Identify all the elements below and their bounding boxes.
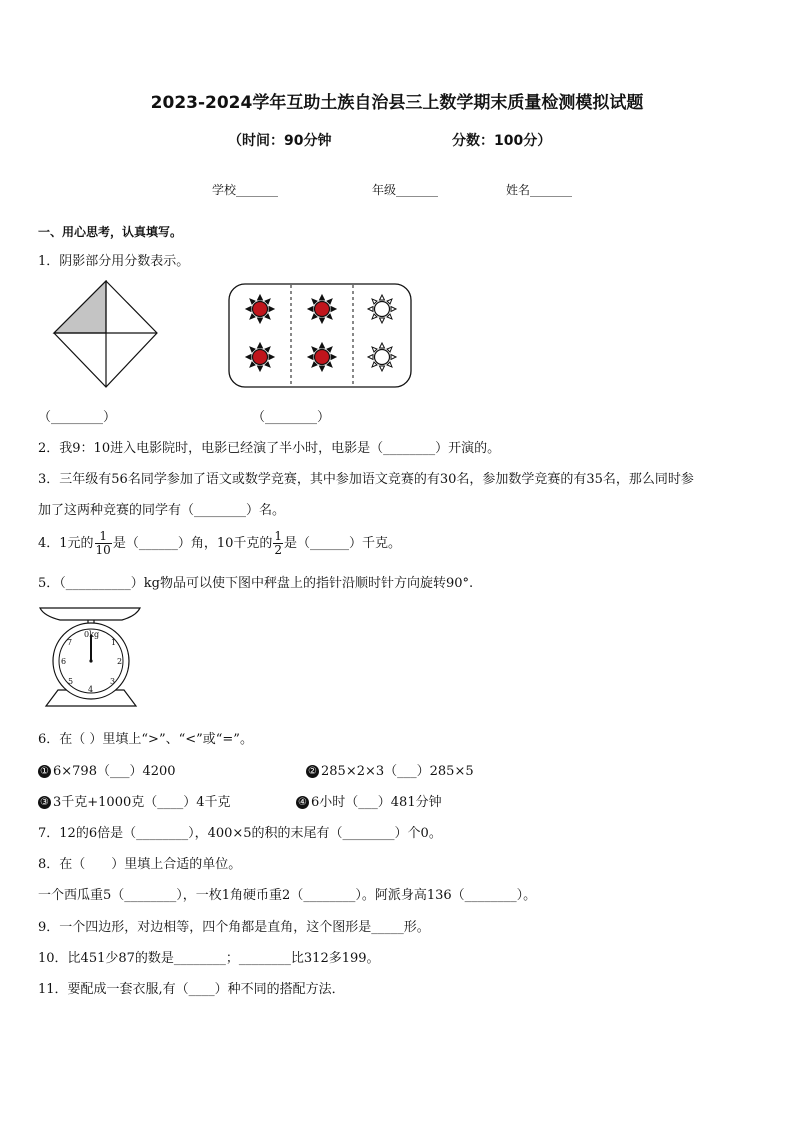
- scale-number: 7: [67, 638, 73, 647]
- school-field: 学校_______: [212, 183, 279, 197]
- question-6-text: 6．在（ ）里填上“>”、“<”或“=”。: [38, 732, 253, 747]
- circled-number-icon: ③: [38, 796, 51, 809]
- scale-label-0kg: 0kg: [84, 630, 100, 639]
- item-text: 3千克+1000克（____）4千克: [53, 795, 231, 810]
- grade-field: 年级_______: [372, 183, 439, 197]
- scale-number: 1: [111, 638, 117, 647]
- circled-number-icon: ②: [306, 765, 319, 778]
- item-text: 6×798（___）4200: [53, 764, 176, 779]
- fraction-denominator: 10: [95, 543, 111, 557]
- question-6-item-1: [38, 760, 176, 779]
- section-heading: 一、用心思考，认真填写。: [38, 225, 183, 239]
- question-10-text: 10．比451少87的数是________；________比312多199。: [38, 951, 380, 966]
- circled-number-icon: ④: [296, 796, 309, 809]
- question-2-text: 2．我9：10进入电影院时，电影已经演了半小时，电影是（________）开演的。: [38, 441, 501, 456]
- question-1-text: 1．阴影部分用分数表示。: [38, 254, 190, 269]
- question-6-item-3: [38, 791, 231, 810]
- question-5-text: 5．（__________）kg物品可以使下图中秤盘上的指针沿顺时针方向旋转90°.: [38, 576, 474, 591]
- question-11-text: 11．要配成一套衣服,有（____）种不同的搭配方法．: [38, 982, 345, 997]
- question-8-text: 8．在（ ）里填上合适的单位。: [38, 857, 242, 872]
- scale-number: 2: [117, 657, 123, 666]
- red-sun-icon: [308, 343, 336, 371]
- name-field: 姓名_______: [506, 183, 573, 197]
- question-4: [38, 528, 401, 560]
- question-1-blank-b: （________）: [252, 410, 331, 425]
- item-text: 6小时（___）481分钟: [311, 795, 442, 810]
- question-8-line2: 一个西瓜重5（________），一枚1角硬币重2（________）。阿派身高136（________）。: [38, 888, 537, 903]
- fraction-one-half: [273, 530, 283, 557]
- red-sun-icon: [246, 295, 274, 323]
- circled-number-icon: ①: [38, 765, 51, 778]
- question-6-item-4: [296, 791, 442, 810]
- fraction-one-tenth: [95, 530, 112, 557]
- exam-score: 分数：100分）: [452, 133, 552, 149]
- question-3-line2: 加了这两种竞赛的同学有（________）名。: [38, 503, 286, 518]
- white-sun-icon: [368, 343, 396, 371]
- diamond-figure: [50, 280, 162, 390]
- question-6-item-2: [306, 760, 474, 779]
- red-sun-icon: [308, 295, 336, 323]
- question-1-blank-a: （________）: [38, 410, 117, 425]
- question-4-part2: 是（______）角，10千克的: [112, 536, 273, 551]
- fraction-denominator: 2: [274, 543, 283, 557]
- shaded-region: [54, 281, 106, 333]
- item-text: 285×2×3（___）285×5: [321, 764, 474, 779]
- weighing-scale-figure: [36, 604, 146, 712]
- question-3-line1: 3．三年级有56名同学参加了语文或数学竞赛，其中参加语文竞赛的有30名，参加数学竞赛的有35名，那么同时参: [38, 472, 694, 487]
- question-9-text: 9．一个四边形，对边相等，四个角都是直角，这个图形是_____形。: [38, 920, 430, 935]
- scale-number: 5: [68, 677, 74, 686]
- red-sun-icon: [246, 343, 274, 371]
- question-4-part1: 4．1元的: [38, 536, 94, 551]
- white-sun-icon: [368, 295, 396, 323]
- page-title: 2023-2024学年互助土族自治县三上数学期末质量检测模拟试题: [150, 93, 644, 113]
- scale-number: 4: [88, 685, 94, 694]
- scale-number: 6: [61, 657, 67, 666]
- question-7-text: 7．12的6倍是（________），400×5的积的末尾有（________）个0。: [38, 826, 442, 841]
- sun-grid-figure: [226, 282, 414, 390]
- question-4-part3: 是（______）千克。: [284, 536, 402, 551]
- fraction-numerator: 1: [95, 530, 112, 544]
- scale-number: 3: [110, 677, 116, 686]
- fraction-numerator: 1: [274, 529, 283, 543]
- exam-time: （时间：90分钟: [228, 133, 332, 149]
